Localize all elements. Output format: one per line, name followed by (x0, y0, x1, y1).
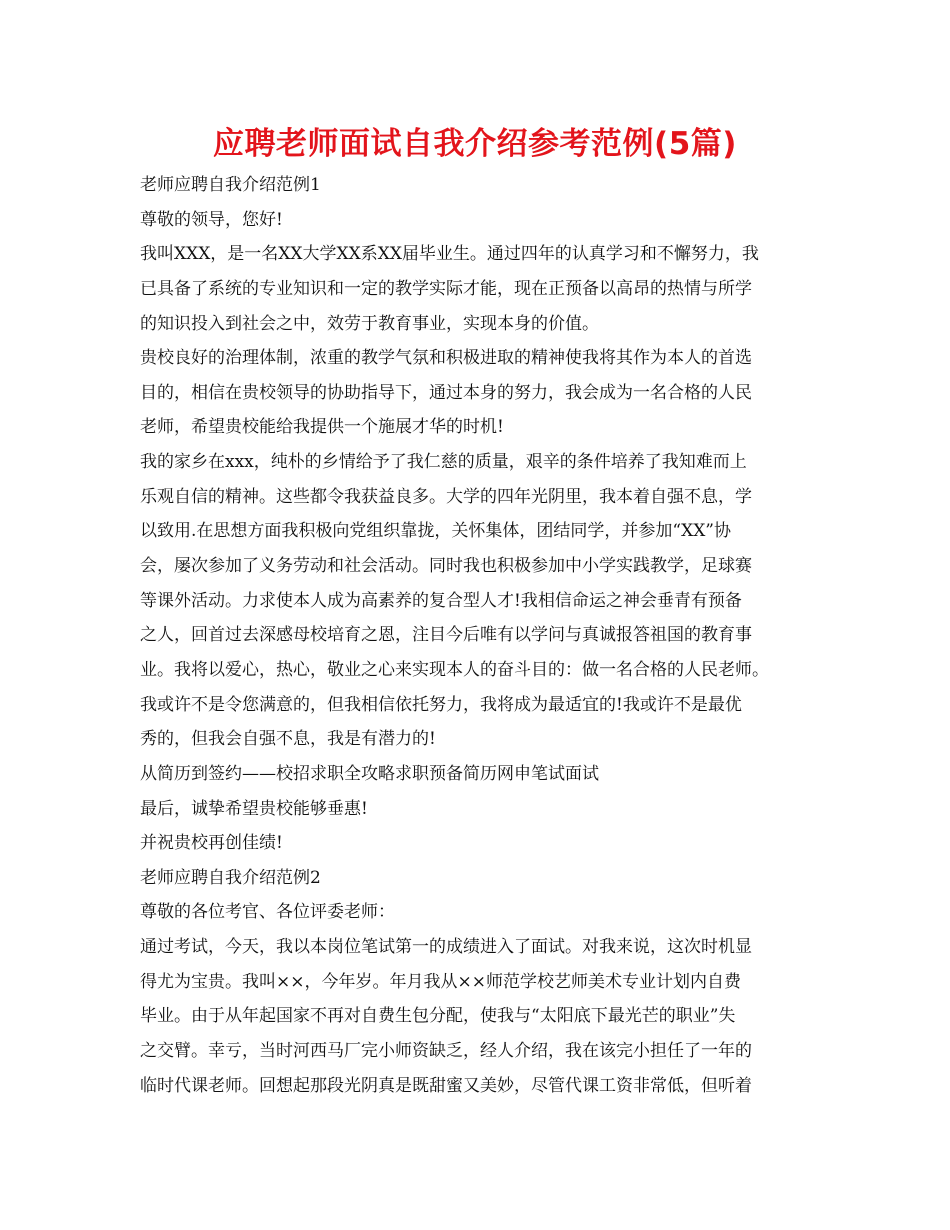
text-line: 我叫XXX，是一名XX大学XX系XX届毕业生。通过四年的认真学习和不懈努力，我 (140, 244, 759, 265)
text-line: 临时代课老师。回想起那段光阴真是既甜蜜又美妙，尽管代课工资非常低，但听着 (140, 1075, 752, 1096)
text-line: 得尤为宝贵。我叫××，今年岁。年月我从××师范学校艺师美术专业计划内自费 (140, 971, 741, 992)
text-line: 已具备了系统的专业知识和一定的教学实际才能，现在正预备以高昂的热情与所学 (140, 278, 752, 299)
text-line: 老师应聘自我介绍范例2 (140, 867, 321, 888)
text-line: 通过考试，今天，我以本岗位笔试第一的成绩进入了面试。对我来说，这次时机显 (140, 937, 752, 958)
text-line: 从简历到签约——校招求职全攻略求职预备简历网申笔试面试 (140, 763, 599, 784)
text-line: 秀的，但我会自强不息，我是有潜力的! (140, 729, 436, 750)
text-line: 等课外活动。力求使本人成为高素养的复合型人才!我相信命运之神会垂青有预备 (140, 590, 742, 611)
text-line: 目的，相信在贵校领导的协助指导下，通过本身的努力，我会成为一名合格的人民 (140, 382, 752, 403)
text-line: 毕业。由于从年起国家不再对自费生包分配，使我与“太阳底下最光芒的职业”失 (140, 1006, 736, 1027)
document-title: 应聘老师面试自我介绍参考范例(5篇) (213, 126, 737, 162)
text-line: 我或许不是令您满意的，但我相信依托努力，我将成为最适宜的!我或许不是最优 (140, 694, 742, 715)
text-line: 会，屡次参加了义务劳动和社会活动。同时我也积极参加中小学实践教学，足球赛 (140, 556, 752, 577)
text-line: 尊敬的领导，您好! (140, 209, 283, 230)
text-line: 之人，回首过去深感母校培育之恩，注目今后唯有以学问与真诚报答祖国的教育事 (140, 625, 752, 646)
text-line: 以致用.在思想方面我积极向党组织靠拢，关怀集体，团结同学，并参加“XX”协 (140, 521, 731, 542)
text-line: 尊敬的各位考官、各位评委老师： (140, 902, 395, 923)
text-line: 贵校良好的治理体制，浓重的教学气氛和积极进取的精神使我将其作为本人的首选 (140, 348, 752, 369)
text-line: 我的家乡在xxx，纯朴的乡情给予了我仁慈的质量，艰辛的条件培养了我知难而上 (140, 452, 747, 473)
text-line: 老师，希望贵校能给我提供一个施展才华的时机! (140, 417, 504, 438)
document-body (140, 168, 840, 1103)
text-line: 老师应聘自我介绍范例1 (140, 175, 321, 195)
text-line: 的知识投入到社会之中，效劳于教育事业，实现本身的价值。 (140, 313, 599, 334)
text-line: 乐观自信的精神。这些都令我获益良多。大学的四年光阴里，我本着自强不息，学 (140, 486, 752, 507)
text-line: 之交臂。幸亏，当时河西马厂完小师资缺乏，经人介绍，我在该完小担任了一年的 (140, 1041, 752, 1062)
text-line: 业。我将以爱心，热心，敬业之心来实现本人的奋斗目的：做一名合格的人民老师。 (140, 659, 769, 680)
text-line: 最后，诚挚希望贵校能够垂惠! (140, 798, 368, 819)
text-line: 并祝贵校再创佳绩! (140, 833, 283, 854)
